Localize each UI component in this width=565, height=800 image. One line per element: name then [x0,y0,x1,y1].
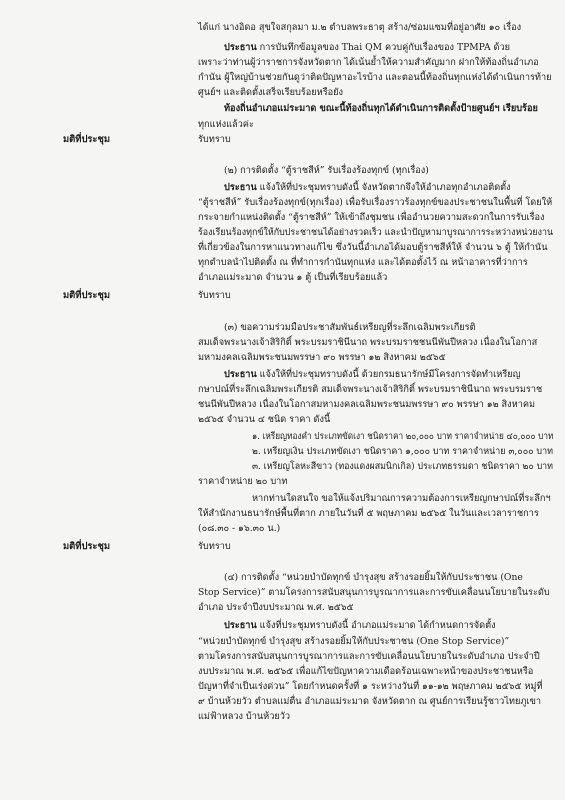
intro-line-1: ได้แก่ นางอิดอ สุขใจสกุลมา ม.๒ ตำบลพระธาตุ สร้าง/ซ่อมแซมที่อยู่อาศัย ๑๐ เรื่อง [198,22,522,33]
acknowledged-1: รับทราบ [198,134,231,145]
item3-line-13: ให้สำนักงานธนารักษ์พื้นที่ตาก ภายในวันที่ ๕ พฤษภาคม ๒๕๖๕ ในวันและเวลาราชการ [198,508,539,519]
intro-line-3: เพราะว่าท่านผู้ว่าราชการจังหวัดตาก ได้เน้นย้ำให้ความสำคัญมาก ฝากให้ท้องถิ่นอำเภอ [198,57,539,68]
intro-line-7: ทุกแห่งแล้วค่ะ [198,119,254,130]
resolution-label-1: มติที่ประชุม [63,134,111,145]
intro-line-2: ประธาน การบันทึกข้อมูลของ Thai QM ควบคู่กับเรื่องของ TPMPA ด้วย [224,42,511,53]
item3-line-14: (๐๘.๓๐ - ๑๖.๓๐ น.) [198,523,281,534]
intro-line-6: ท้องถิ่นอำเภอแม่ระมาด ขณะนี้ท้องถิ่นทุกได้ดำเนินการติดตั้งป้ายศูนย์ฯ เรียบร้อย [224,103,538,114]
item3-line-1: (๓) ขอความร่วมมือประชาสัมพันธ์เหรียญที่ระลึกเฉลิมพระเกียรติ [224,322,476,333]
item3-line-11: ราคาจำหน่าย ๒๐ บาท [198,476,288,487]
item4-line-1: (๔) การติดตั้ง “หน่วยบำบัดทุกข์ บำรุงสุข สร้างรอยยิ้มให้กับประชาชน (One [224,572,523,583]
item3-line-5: กษาปณ์ที่ระลึกเฉลิมพระเกียรติ สมเด็จพระนางเจ้าสิริกิติ์ พระบรมราชินีนาถ พระบรมราช [198,384,543,395]
item3-line-7: ๒๕๖๕ จำนวน ๔ ชนิด ราคา ดังนี้ [198,414,331,425]
item2-line-1: (๒) การติดตั้ง “ตู้ราชสีห์” รับเรื่องร้องทุกข์ (ทุกเรื่อง) [224,165,429,176]
item3-line-10: ๓. เหรียญโลหะสีขาว (ทองแดงผสมนิกเกิล) ประเภทธรรมดา ชนิดราคา ๒๐ บาท [252,461,553,472]
item4-line-10: แม่ฟ้าหลวง บ้านห้วยวัว [198,711,291,722]
item2-line-3: “ตู้ราชสีห์” รับเรื่องร้องทุกข์(ทุกเรื่อง) เพื่อรับเรื่องราวร้องทุกข์ของประชาชนในพื้นที่ โดยให้ [198,197,553,208]
intro-line-5: ศูนย์ฯ และติดตั้งเสร็จเรียบร้อยหรือยัง [198,87,344,98]
item2-line-8: อำเภอแม่ระมาด จำนวน ๑ ตู้ เป็นที่เรียบร้อยแล้ว [198,272,388,283]
resolution-label-3: มติที่ประชุม [63,541,111,552]
item3-line-4: ประธาน แจ้งให้ที่ประชุมทราบดังนี้ ด้วยกรมธนารักษ์มีโครงการจัดทำเหรียญ [224,369,521,380]
item2-line-4: กระจายกำแหน่งติดตั้ง “ตู้ราชสีห์” ให้เข้าถึงชุมชน เพื่ออำนวยความสะดวกในการรับเรื่อง [198,212,545,223]
resolution-label-2: มติที่ประชุม [63,290,111,301]
acknowledged-3: รับทราบ [198,541,231,552]
item3-line-9: ๒. เหรียญเงิน ประเภทขัดเงา ชนิดราคา ๑,๐๐๐ บาท ราคาจำหน่าย ๓,๐๐๐ บาท [252,446,553,457]
item4-line-9: ๙ บ้านห้วยวัว ตำบลแม่ตื่น อำเภอแม่ระมาด จังหวัดตาก ณ ศูนย์การเรียนรู้ชาวไทยภูเขา [198,696,542,707]
item2-line-6: ที่เกี่ยวข้องในการหาแนวทางแก้ไข ซึ่งวันนี้อำเภอได้มอบตู้ราชสีห์ให้ จำนวน ๖ ตู้ ให้กำนัน [198,242,548,253]
acknowledged-2: รับทราบ [198,290,231,301]
item3-line-3: มหามงคลเฉลิมพระชนมพรรษา ๙๐ พรรษา ๑๒ สิงหาคม ๒๕๖๕ [198,352,446,363]
item2-line-2: ประธาน แจ้งให้ที่ประชุมทราบดังนี้ จังหวัดตากจึงให้อำเภอทุกอำเภอติดตั้ง [224,182,511,193]
item2-line-7: ทุกตำบลนำไปติดตั้ง ณ ที่ทำการกำนันทุกแห่ง และได้ตอตั้งไว้ ณ หน้าอาคารที่ว่าการ [198,257,528,268]
item4-line-6: ตามโครงการสนับสนุนการบูรณาการและการขับเคลื่อนนโยบายในระดับอำเภอ ประจำปี [198,651,540,662]
item4-line-2: Stop Service)” ตามโครงการสนับสนุนการบูรณาการและการขับเคลื่อนนโยบายในระดับ [198,587,550,598]
intro-line-4: กำนัน ผู้ใหญ่บ้านช่วยกันดูว่าติดปัญหาอะไรบ้าง และตอนนี้ท้องถิ่นทุกแห่งได้ดำเนินการท้าย [198,72,552,83]
item3-line-8: ๑. เหรียญทองคำ ประเภทขัดเงา ชนิดราคา ๒๐,๐๐๐ บาท ราคาจำหน่าย ๔๐,๐๐๐ บาท [252,431,554,442]
item4-line-3: อำเภอ ประจำปีงบประมาณ พ.ศ. ๒๕๖๕ [198,602,354,613]
item4-line-8: ปัญหาที่จำเป็นเร่งด่วน” โดยกำหนดครั้งที่ ๑ ระหว่างวันที่ ๑๑-๑๒ พฤษภาคม ๒๕๖๕ หมู่ที่ [198,681,543,692]
item4-line-7: งบประมาณ พ.ศ. ๒๕๖๕ เพื่อแก้ไขปัญหาความเดือดร้อนเฉพาะหน้าของประชาชนหรือ [198,666,534,677]
item3-line-6: ชนนีพันปีหลวง เนื่องในโอกาสมหามงคลเฉลิมพระชนมพรรษา ๙๐ พรรษา ๑๒ สิงหาคม [198,399,536,410]
item3-line-12: หากท่านใดสนใจ ขอให้แจ้งปริมาณการความต้องการเหรียญกษาปณ์ที่ระลึกฯ [252,493,551,504]
item4-line-5: “หน่วยบำบัดทุกข์ บำรุงสุข สร้างรอยยิ้มให้กับประชาชน (One Stop Service)” [198,636,510,647]
item2-line-5: ร้องเรียนร้องทุกข์ให้กับประชาชนได้อย่างรวดเร็ว และนำปัญหามาบูรณาการระหว่างหน่วยงาน [198,227,554,238]
item3-line-2: สมเด็จพระนางเจ้าสิริกิติ์ พระบรมราชินีนาถ พระบรมราชชนนีพันปีหลวง เนื่องในโอกาส [198,337,538,348]
item4-line-4: ประธาน แจ้งที่ประชุมทราบดังนี้ อำเภอแม่ระมาด ได้กำหนดการจัดตั้ง [224,620,496,631]
